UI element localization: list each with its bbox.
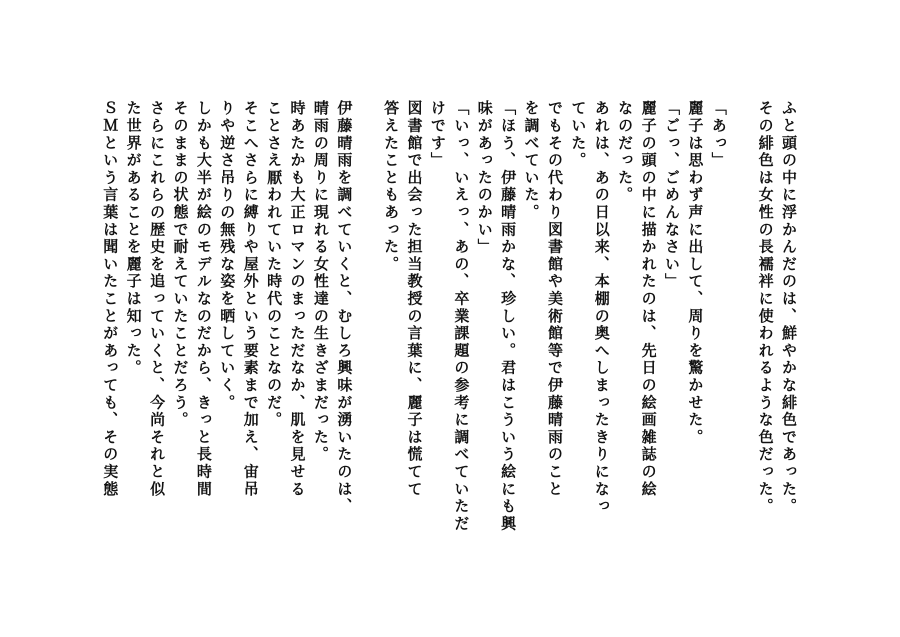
text-line: けです」 xyxy=(428,100,447,170)
text-line: 「いっ、いえっ、あの、卒業課題の参考に調べていただ xyxy=(452,100,471,533)
text-line: 「ほう、伊藤晴雨かな、珍しい。君はこういう絵にも興 xyxy=(499,100,518,533)
text-line: 「ごっ、ごめんなさい」 xyxy=(662,100,681,291)
text-line: 麗子の頭の中に描かれたのは、先日の絵画雑誌の絵 xyxy=(639,100,658,498)
paragraph-break xyxy=(355,100,378,570)
text-line: ていた。 xyxy=(569,100,588,170)
text-line: ふと頭の中に浮かんだのは、鮮やかな緋色であった。 xyxy=(780,100,798,516)
text-line: 味があったのかい」 xyxy=(475,100,494,256)
text-line: 図書館で出会った担当教授の言葉に、麗子は慌てて xyxy=(405,100,424,498)
text-line: 伊藤晴雨を調べていくと、むしろ興味が湧いたのは、 xyxy=(335,100,354,516)
text-line: 答えたこともあった。 xyxy=(382,100,401,273)
text-line: その緋色は女性の長襦袢に使われるような色だった。 xyxy=(756,100,775,516)
vertical-text-body xyxy=(98,100,800,570)
text-line: 時あたかも大正ロマンのまっただなか、肌を見せる xyxy=(288,100,307,498)
text-line: ことさえ厭われていた時代のことなのだ。 xyxy=(265,100,284,429)
text-line: を調べていた。 xyxy=(522,100,541,222)
text-line: しかも大半が絵のモデルなのだから、きっと長時間 xyxy=(194,100,213,498)
paragraph-break xyxy=(730,100,753,570)
text-line: た世界があることを麗子は知った。 xyxy=(124,100,143,377)
text-line: りや逆さ吊りの無残な姿を晒していく。 xyxy=(218,100,237,412)
text-line: 「あっ」 xyxy=(709,100,728,170)
text-line: でもその代わり図書館や美術館等で伊藤晴雨のこと xyxy=(545,100,564,498)
text-line: そのままの状態で耐えていたことだろう。 xyxy=(171,100,190,429)
text-line: 麗子は思わず声に出して、周りを驚かせた。 xyxy=(686,100,705,446)
text-line: 晴雨の周りに現れる女性達の生きざまだった。 xyxy=(311,100,330,464)
text-line: そこへさらに縛りや屋外という要素まで加え、宙吊 xyxy=(241,100,260,498)
text-line: さらにこれらの歴史を追っていくと、今尚それと似 xyxy=(148,100,167,498)
text-line: なのだった。 xyxy=(616,100,635,204)
text-line: あれは、あの日以来、本棚の奥へしまったきりになっ xyxy=(592,100,611,516)
text-line: ＳＭという言葉は聞いたことがあっても、その実態 xyxy=(101,100,120,498)
